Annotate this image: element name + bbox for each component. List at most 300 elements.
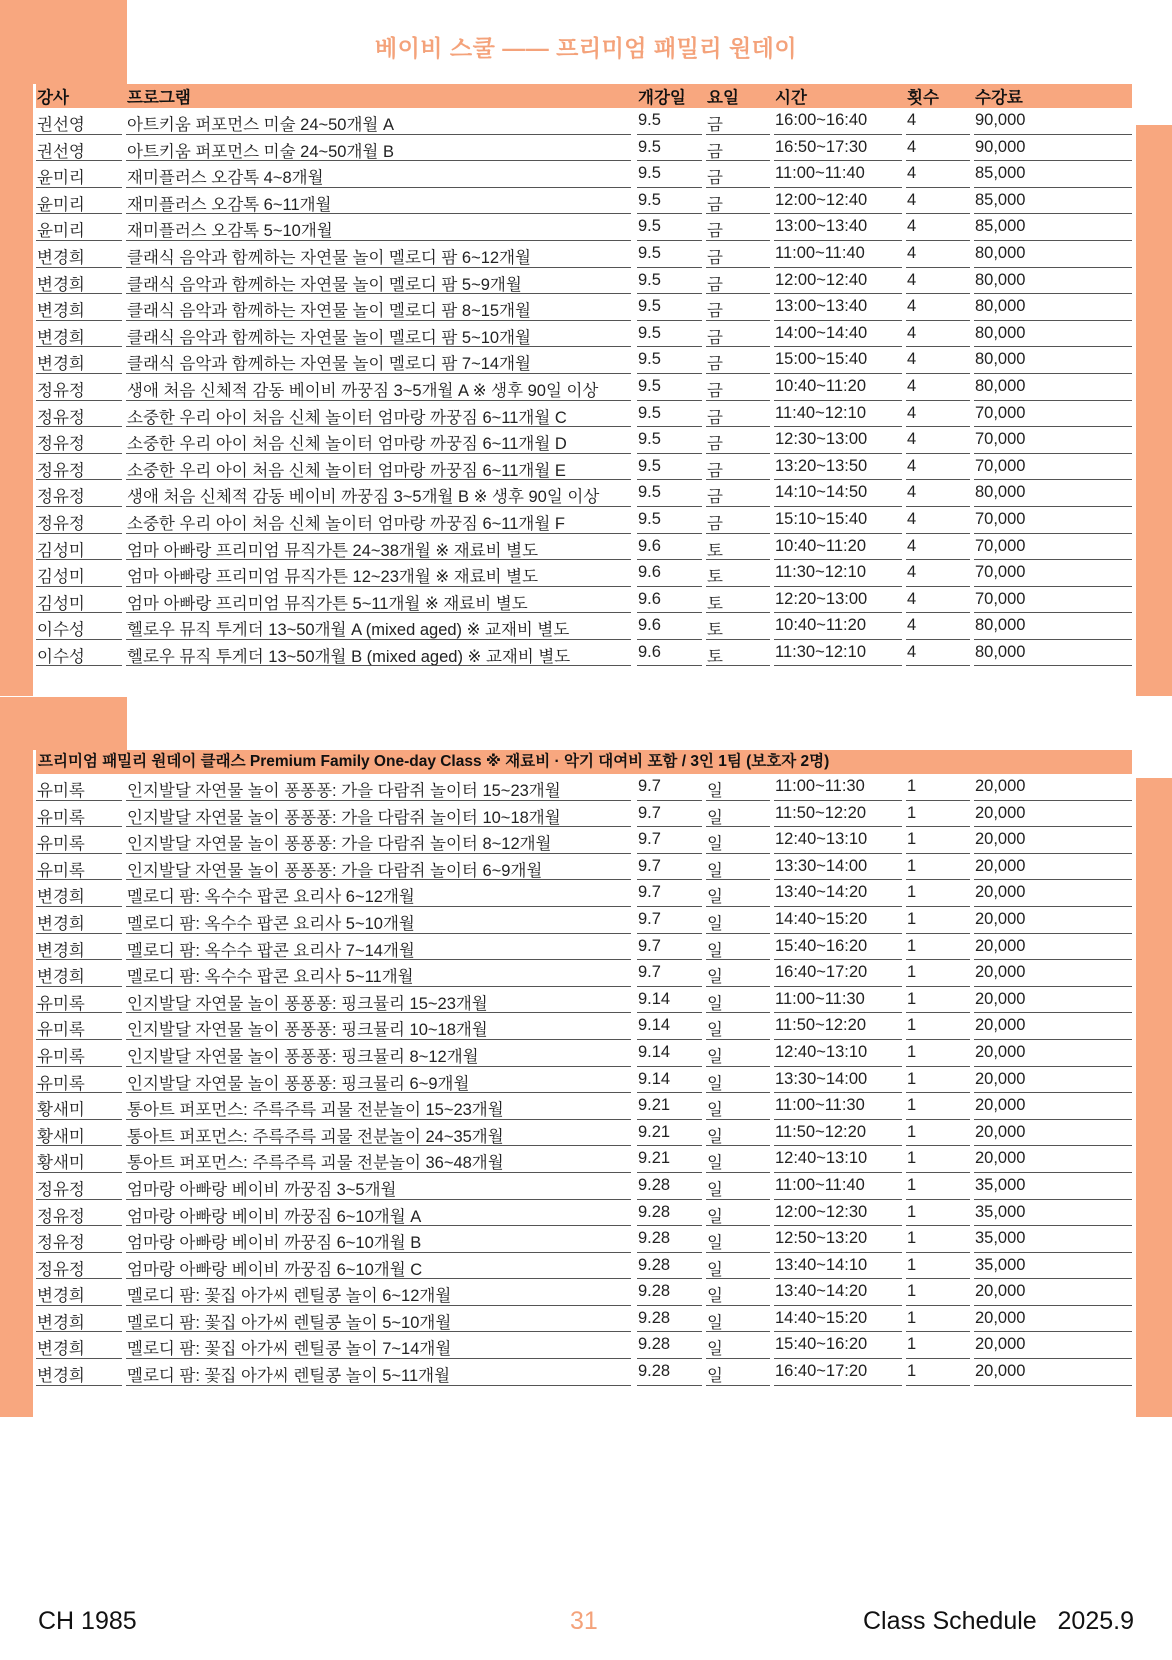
cell-time: 11:00~11:30: [775, 777, 865, 795]
cell-instructor: 정유정: [37, 381, 85, 400]
cell-underline: [974, 665, 1132, 666]
cell-time: 12:00~12:40: [775, 270, 868, 289]
table-row: [36, 1306, 1132, 1333]
cell-program: 엄마 아빠랑 프리미엄 뮤직가튼 12~23개월 ※ 재료비 별도: [127, 568, 539, 587]
cell-program: 생애 처음 신체적 감동 베이비 까꿍짐 3~5개월 B ※ 생후 90일 이상: [127, 488, 600, 507]
cell-time: 11:00~11:30: [775, 989, 865, 1008]
cell-time: 11:50~12:20: [775, 803, 866, 822]
cell-time: 13:40~14:20: [775, 1282, 868, 1301]
cell-time: 11:50~12:20: [775, 1016, 866, 1035]
cell-start-date: 9.28: [638, 1362, 671, 1381]
cell-underline: [126, 1385, 631, 1386]
cell-instructor: 변경희: [37, 1313, 85, 1332]
cell-start-date: 9.6: [638, 616, 661, 635]
cell-sessions: 4: [907, 350, 917, 369]
table-row: [36, 1173, 1132, 1200]
cell-weekday: 일: [707, 808, 723, 827]
cell-weekday: 일: [707, 1180, 723, 1199]
cell-weekday: 일: [707, 994, 723, 1013]
cell-start-date: 9.6: [638, 642, 661, 661]
cell-sessions: 1: [907, 1069, 917, 1088]
cell-program: 엄마랑 아빠랑 베이비 까꿍짐 6~10개월 A: [127, 1207, 422, 1226]
table-row: [36, 374, 1132, 401]
column-header-instructor: 강사: [37, 89, 69, 107]
column-header-weekday: 요일: [707, 89, 739, 107]
cell-start-date: 9.7: [638, 777, 661, 795]
cell-weekday: 일: [707, 835, 723, 854]
cell-time: 11:50~12:20: [775, 1122, 866, 1141]
cell-program: 인지발달 자연물 놀이 퐁퐁퐁: 가을 다람쥐 놀이터 10~18개월: [127, 808, 561, 827]
decor-strip-right-1: [1136, 125, 1172, 696]
cell-weekday: 금: [707, 142, 723, 161]
cell-sessions: 1: [907, 1096, 917, 1115]
cell-fee: 35,000: [975, 1255, 1026, 1274]
cell-fee: 80,000: [975, 616, 1026, 635]
table-row: [36, 108, 1132, 135]
cell-instructor: 정유정: [37, 435, 85, 454]
cell-instructor: 유미록: [37, 1074, 85, 1093]
table-row: [36, 188, 1132, 215]
cell-weekday: 금: [707, 355, 723, 374]
cell-time: 10:40~11:20: [775, 376, 866, 395]
cell-weekday: 금: [707, 302, 723, 321]
cell-fee: 20,000: [975, 883, 1026, 902]
cell-instructor: 권선영: [37, 142, 85, 161]
cell-fee: 20,000: [975, 1042, 1026, 1061]
cell-fee: 35,000: [975, 1202, 1026, 1221]
cell-fee: 80,000: [975, 323, 1026, 342]
cell-program: 멜로디 팜: 옥수수 팝콘 요리사 6~12개월: [127, 888, 415, 907]
cell-fee: 20,000: [975, 1362, 1026, 1381]
cell-weekday: 일: [707, 1047, 723, 1066]
cell-start-date: 9.5: [638, 270, 661, 289]
cell-start-date: 9.7: [638, 883, 661, 902]
cell-weekday: 일: [707, 1127, 723, 1146]
table-row: [36, 560, 1132, 587]
cell-underline: [36, 665, 122, 666]
table-row: [36, 1067, 1132, 1094]
cell-time: 14:40~15:20: [775, 1308, 868, 1327]
table-row: [36, 613, 1132, 640]
cell-weekday: 토: [707, 541, 723, 560]
column-header-time: 시간: [775, 89, 807, 107]
cell-sessions: 1: [907, 1202, 917, 1221]
cell-fee: 20,000: [975, 830, 1026, 849]
cell-program: 엄마 아빠랑 프리미엄 뮤직가튼 5~11개월 ※ 재료비 별도: [127, 594, 528, 613]
page-number: 31: [570, 1607, 598, 1635]
cell-program: 멜로디 팜: 옥수수 팝콘 요리사 5~10개월: [127, 914, 415, 933]
table-row: [36, 534, 1132, 561]
cell-sessions: 1: [907, 1255, 917, 1274]
cell-time: 15:00~15:40: [775, 350, 868, 369]
cell-sessions: 1: [907, 1042, 917, 1061]
column-header-fee: 수강료: [975, 89, 1023, 107]
cell-instructor: 정유정: [37, 461, 85, 480]
cell-program: 멜로디 팜: 꽃집 아가씨 렌틸콩 놀이 5~11개월: [127, 1367, 451, 1386]
cell-program: 클래식 음악과 함께하는 자연물 놀이 멜로디 팜 8~15개월: [127, 302, 531, 321]
table-row: [36, 480, 1132, 507]
cell-weekday: 일: [707, 1287, 723, 1306]
cell-instructor: 정유정: [37, 488, 85, 507]
cell-time: 11:30~12:10: [775, 642, 866, 661]
cell-sessions: 4: [907, 297, 917, 316]
cell-instructor: 권선영: [37, 116, 85, 134]
cell-underline: [906, 665, 970, 666]
cell-time: 11:40~12:10: [775, 403, 866, 422]
cell-fee: 20,000: [975, 1308, 1026, 1327]
cell-fee: 85,000: [975, 190, 1026, 209]
cell-start-date: 9.28: [638, 1308, 671, 1327]
cell-instructor: 윤미리: [37, 195, 85, 214]
cell-fee: 80,000: [975, 376, 1026, 395]
cell-fee: 20,000: [975, 963, 1026, 982]
schedule-table-oneday: [36, 750, 1132, 1386]
cell-sessions: 4: [907, 403, 917, 422]
cell-start-date: 9.28: [638, 1202, 671, 1221]
cell-start-date: 9.5: [638, 350, 661, 369]
cell-sessions: 1: [907, 856, 917, 875]
column-header-start-date: 개강일: [638, 89, 686, 107]
cell-time: 12:30~13:00: [775, 430, 868, 449]
table-row: [36, 1093, 1132, 1120]
cell-program: 헬로우 뮤직 투게더 13~50개월 A (mixed aged) ※ 교재비 별도: [127, 621, 570, 640]
cell-instructor: 정유정: [37, 1234, 85, 1253]
table-body: [36, 108, 1132, 666]
cell-program: 통아트 퍼포먼스: 주륵주륵 괴물 전분놀이 24~35개월: [127, 1127, 504, 1146]
cell-weekday: 일: [707, 1101, 723, 1120]
cell-fee: 20,000: [975, 1069, 1026, 1088]
cell-underline: [36, 1385, 122, 1386]
cell-time: 16:40~17:20: [775, 1362, 868, 1381]
cell-instructor: 윤미리: [37, 222, 85, 241]
cell-start-date: 9.5: [638, 323, 661, 342]
cell-instructor: 윤미리: [37, 169, 85, 188]
table-header: [36, 84, 1132, 108]
cell-weekday: 금: [707, 169, 723, 188]
cell-weekday: 토: [707, 621, 723, 640]
cell-instructor: 김성미: [37, 541, 85, 560]
cell-weekday: 일: [707, 1074, 723, 1093]
cell-start-date: 9.5: [638, 164, 661, 183]
table-row: [36, 640, 1132, 667]
table-row: [36, 241, 1132, 268]
cell-sessions: 4: [907, 243, 917, 262]
cell-instructor: 변경희: [37, 1340, 85, 1359]
table-row: [36, 1279, 1132, 1306]
oneday-section-header: 프리미엄 패밀리 원데이 클래스 Premium Family One-day Class ※ 재료비 · 악기 대여비 포함 / 3인 1팀 (보호자 2명): [36, 750, 1132, 774]
cell-start-date: 9.28: [638, 1175, 671, 1194]
cell-instructor: 변경희: [37, 1287, 85, 1306]
cell-program: 아트키움 퍼포먼스 미술 24~50개월 A: [127, 116, 394, 134]
cell-weekday: 일: [707, 1154, 723, 1173]
cell-fee: 20,000: [975, 1122, 1026, 1141]
table-row: [36, 1253, 1132, 1280]
cell-fee: 20,000: [975, 909, 1026, 928]
cell-underline: [774, 665, 902, 666]
table-row: [36, 827, 1132, 854]
cell-fee: 85,000: [975, 217, 1026, 236]
cell-fee: 80,000: [975, 297, 1026, 316]
cell-start-date: 9.21: [638, 1122, 671, 1141]
footer-left: CH 1985: [38, 1607, 137, 1635]
cell-start-date: 9.14: [638, 989, 671, 1008]
cell-weekday: 일: [707, 968, 723, 987]
cell-sessions: 4: [907, 217, 917, 236]
cell-sessions: 4: [907, 536, 917, 555]
cell-time: 14:10~14:50: [775, 483, 868, 502]
cell-time: 10:40~11:20: [775, 616, 866, 635]
cell-underline: [637, 1385, 702, 1386]
table-row: [36, 1200, 1132, 1227]
cell-weekday: 일: [707, 1207, 723, 1226]
cell-instructor: 이수성: [37, 647, 85, 666]
cell-fee: 70,000: [975, 403, 1026, 422]
column-header-program: 프로그램: [127, 89, 191, 107]
cell-instructor: 김성미: [37, 568, 85, 587]
cell-program: 인지발달 자연물 놀이 퐁퐁퐁: 핑크뮬리 8~12개월: [127, 1047, 479, 1066]
cell-underline: [906, 1385, 970, 1386]
cell-sessions: 4: [907, 589, 917, 608]
cell-weekday: 토: [707, 568, 723, 587]
cell-weekday: 금: [707, 195, 723, 214]
cell-sessions: 1: [907, 909, 917, 928]
cell-program: 아트키움 퍼포먼스 미술 24~50개월 B: [127, 142, 394, 161]
cell-program: 소중한 우리 아이 처음 신체 놀이터 엄마랑 까꿍짐 6~11개월 D: [127, 435, 567, 454]
cell-fee: 20,000: [975, 936, 1026, 955]
cell-time: 13:20~13:50: [775, 456, 868, 475]
cell-time: 11:00~11:40: [775, 1175, 865, 1194]
cell-time: 16:40~17:20: [775, 963, 868, 982]
cell-start-date: 9.28: [638, 1282, 671, 1301]
cell-program: 소중한 우리 아이 처음 신체 놀이터 엄마랑 까꿍짐 6~11개월 E: [127, 461, 566, 480]
cell-sessions: 1: [907, 1122, 917, 1141]
table-row: [36, 987, 1132, 1014]
cell-weekday: 금: [707, 435, 723, 454]
cell-fee: 35,000: [975, 1175, 1026, 1194]
table-row: [36, 1332, 1132, 1359]
cell-program: 생애 처음 신체적 감동 베이비 까꿍짐 3~5개월 A ※ 생후 90일 이상: [127, 381, 599, 400]
cell-weekday: 일: [707, 888, 723, 907]
cell-instructor: 유미록: [37, 808, 85, 827]
cell-weekday: 일: [707, 1313, 723, 1332]
cell-start-date: 9.5: [638, 456, 661, 475]
table-row: [36, 454, 1132, 481]
cell-program: 통아트 퍼포먼스: 주륵주륵 괴물 전분놀이 15~23개월: [127, 1101, 504, 1120]
cell-sessions: 4: [907, 190, 917, 209]
cell-start-date: 9.21: [638, 1096, 671, 1115]
cell-instructor: 변경희: [37, 248, 85, 267]
cell-sessions: 1: [907, 1308, 917, 1327]
cell-time: 12:00~12:30: [775, 1202, 868, 1221]
table-row: [36, 907, 1132, 934]
cell-start-date: 9.7: [638, 856, 661, 875]
cell-instructor: 변경희: [37, 275, 85, 294]
cell-start-date: 9.6: [638, 589, 661, 608]
cell-start-date: 9.5: [638, 483, 661, 502]
table-row: [36, 321, 1132, 348]
table-row: [36, 1146, 1132, 1173]
cell-instructor: 유미록: [37, 1021, 85, 1040]
cell-instructor: 이수성: [37, 621, 85, 640]
cell-start-date: 9.28: [638, 1255, 671, 1274]
table-row: [36, 1359, 1132, 1386]
cell-underline: [706, 1385, 770, 1386]
cell-start-date: 9.14: [638, 1042, 671, 1061]
cell-start-date: 9.6: [638, 536, 661, 555]
cell-start-date: 9.5: [638, 509, 661, 528]
cell-weekday: 일: [707, 941, 723, 960]
cell-fee: 80,000: [975, 642, 1026, 661]
cell-start-date: 9.5: [638, 403, 661, 422]
cell-weekday: 일: [707, 782, 723, 800]
cell-time: 12:20~13:00: [775, 589, 868, 608]
cell-instructor: 정유정: [37, 1180, 85, 1199]
table-row: [36, 427, 1132, 454]
cell-instructor: 김성미: [37, 594, 85, 613]
cell-sessions: 4: [907, 509, 917, 528]
cell-program: 멜로디 팜: 꽃집 아가씨 렌틸콩 놀이 7~14개월: [127, 1340, 452, 1359]
cell-program: 재미플러스 오감톡 5~10개월: [127, 222, 333, 241]
cell-time: 13:30~14:00: [775, 856, 868, 875]
cell-weekday: 금: [707, 116, 723, 134]
cell-program: 클래식 음악과 함께하는 자연물 놀이 멜로디 팜 5~9개월: [127, 275, 522, 294]
cell-sessions: 4: [907, 376, 917, 395]
cell-program: 엄마랑 아빠랑 베이비 까꿍짐 3~5개월: [127, 1180, 397, 1199]
cell-weekday: 금: [707, 248, 723, 267]
cell-start-date: 9.28: [638, 1335, 671, 1354]
cell-sessions: 1: [907, 1175, 917, 1194]
cell-instructor: 변경희: [37, 328, 85, 347]
cell-weekday: 금: [707, 381, 723, 400]
cell-fee: 85,000: [975, 164, 1026, 183]
cell-start-date: 9.5: [638, 137, 661, 156]
cell-time: 11:00~11:40: [775, 243, 865, 262]
cell-fee: 70,000: [975, 563, 1026, 582]
cell-sessions: 1: [907, 1229, 917, 1248]
cell-time: 11:00~11:40: [775, 164, 865, 183]
cell-instructor: 유미록: [37, 835, 85, 854]
cell-weekday: 일: [707, 1021, 723, 1040]
cell-fee: 80,000: [975, 243, 1026, 262]
cell-instructor: 변경희: [37, 914, 85, 933]
cell-start-date: 9.7: [638, 936, 661, 955]
cell-start-date: 9.7: [638, 830, 661, 849]
cell-sessions: 1: [907, 777, 917, 795]
cell-start-date: 9.28: [638, 1229, 671, 1248]
cell-instructor: 유미록: [37, 1047, 85, 1066]
cell-program: 소중한 우리 아이 처음 신체 놀이터 엄마랑 까꿍짐 6~11개월 C: [127, 408, 567, 427]
table-body: [36, 774, 1132, 1386]
cell-start-date: 9.5: [638, 376, 661, 395]
cell-fee: 20,000: [975, 1016, 1026, 1035]
cell-sessions: 1: [907, 1335, 917, 1354]
cell-program: 인지발달 자연물 놀이 퐁퐁퐁: 가을 다람쥐 놀이터 8~12개월: [127, 835, 552, 854]
decor-strip-left-1: [0, 84, 33, 696]
cell-weekday: 금: [707, 461, 723, 480]
cell-program: 재미플러스 오감톡 6~11개월: [127, 195, 332, 214]
table-row: [36, 294, 1132, 321]
decor-strip-right-2: [1136, 778, 1172, 1417]
cell-sessions: 1: [907, 989, 917, 1008]
table-row: [36, 1226, 1132, 1253]
cell-start-date: 9.6: [638, 563, 661, 582]
cell-program: 통아트 퍼포먼스: 주륵주륵 괴물 전분놀이 36~48개월: [127, 1154, 504, 1173]
cell-fee: 70,000: [975, 456, 1026, 475]
table-row: [36, 401, 1132, 428]
cell-time: 13:40~14:10: [775, 1255, 868, 1274]
table-row: [36, 1120, 1132, 1147]
cell-program: 재미플러스 오감톡 4~8개월: [127, 169, 324, 188]
cell-fee: 80,000: [975, 270, 1026, 289]
column-header-sessions: 횟수: [907, 89, 939, 107]
cell-fee: 20,000: [975, 1282, 1026, 1301]
cell-weekday: 일: [707, 1260, 723, 1279]
table-row: [36, 1040, 1132, 1067]
cell-weekday: 금: [707, 488, 723, 507]
cell-sessions: 4: [907, 616, 917, 635]
cell-sessions: 1: [907, 830, 917, 849]
cell-weekday: 일: [707, 1367, 723, 1386]
cell-start-date: 9.14: [638, 1016, 671, 1035]
cell-weekday: 토: [707, 647, 723, 666]
cell-start-date: 9.5: [638, 217, 661, 236]
cell-start-date: 9.7: [638, 909, 661, 928]
cell-sessions: 4: [907, 456, 917, 475]
cell-time: 10:40~11:20: [775, 536, 866, 555]
cell-fee: 20,000: [975, 1096, 1026, 1115]
cell-sessions: 4: [907, 323, 917, 342]
cell-instructor: 정유정: [37, 408, 85, 427]
cell-instructor: 황새미: [37, 1127, 85, 1146]
cell-program: 소중한 우리 아이 처음 신체 놀이터 엄마랑 까꿍짐 6~11개월 F: [127, 514, 565, 533]
cell-time: 15:40~16:20: [775, 936, 868, 955]
cell-program: 엄마랑 아빠랑 베이비 까꿍짐 6~10개월 C: [127, 1260, 423, 1279]
cell-start-date: 9.5: [638, 243, 661, 262]
cell-sessions: 1: [907, 1282, 917, 1301]
cell-instructor: 유미록: [37, 782, 85, 800]
cell-instructor: 변경희: [37, 1367, 85, 1386]
cell-sessions: 4: [907, 563, 917, 582]
cell-program: 인지발달 자연물 놀이 퐁퐁퐁: 가을 다람쥐 놀이터 15~23개월: [127, 782, 561, 800]
cell-instructor: 정유정: [37, 1207, 85, 1226]
cell-program: 인지발달 자연물 놀이 퐁퐁퐁: 핑크뮬리 15~23개월: [127, 994, 488, 1013]
cell-time: 13:00~13:40: [775, 217, 868, 236]
cell-program: 인지발달 자연물 놀이 퐁퐁퐁: 핑크뮬리 10~18개월: [127, 1021, 488, 1040]
cell-fee: 80,000: [975, 483, 1026, 502]
cell-sessions: 1: [907, 936, 917, 955]
cell-time: 13:40~14:20: [775, 883, 868, 902]
cell-program: 멜로디 팜: 꽃집 아가씨 렌틸콩 놀이 6~12개월: [127, 1287, 452, 1306]
cell-weekday: 토: [707, 594, 723, 613]
cell-instructor: 황새미: [37, 1101, 85, 1120]
cell-instructor: 유미록: [37, 994, 85, 1013]
cell-sessions: 1: [907, 883, 917, 902]
cell-fee: 20,000: [975, 1335, 1026, 1354]
cell-program: 클래식 음악과 함께하는 자연물 놀이 멜로디 팜 5~10개월: [127, 328, 531, 347]
cell-program: 멜로디 팜: 꽃집 아가씨 렌틸콩 놀이 5~10개월: [127, 1313, 452, 1332]
cell-fee: 80,000: [975, 350, 1026, 369]
cell-start-date: 9.21: [638, 1149, 671, 1168]
cell-instructor: 변경희: [37, 355, 85, 374]
cell-sessions: 4: [907, 111, 917, 129]
cell-start-date: 9.5: [638, 111, 661, 129]
cell-fee: 70,000: [975, 509, 1026, 528]
cell-underline: [126, 665, 631, 666]
cell-underline: [706, 665, 770, 666]
cell-time: 16:00~16:40: [775, 111, 868, 129]
cell-start-date: 9.7: [638, 963, 661, 982]
cell-underline: [637, 665, 702, 666]
